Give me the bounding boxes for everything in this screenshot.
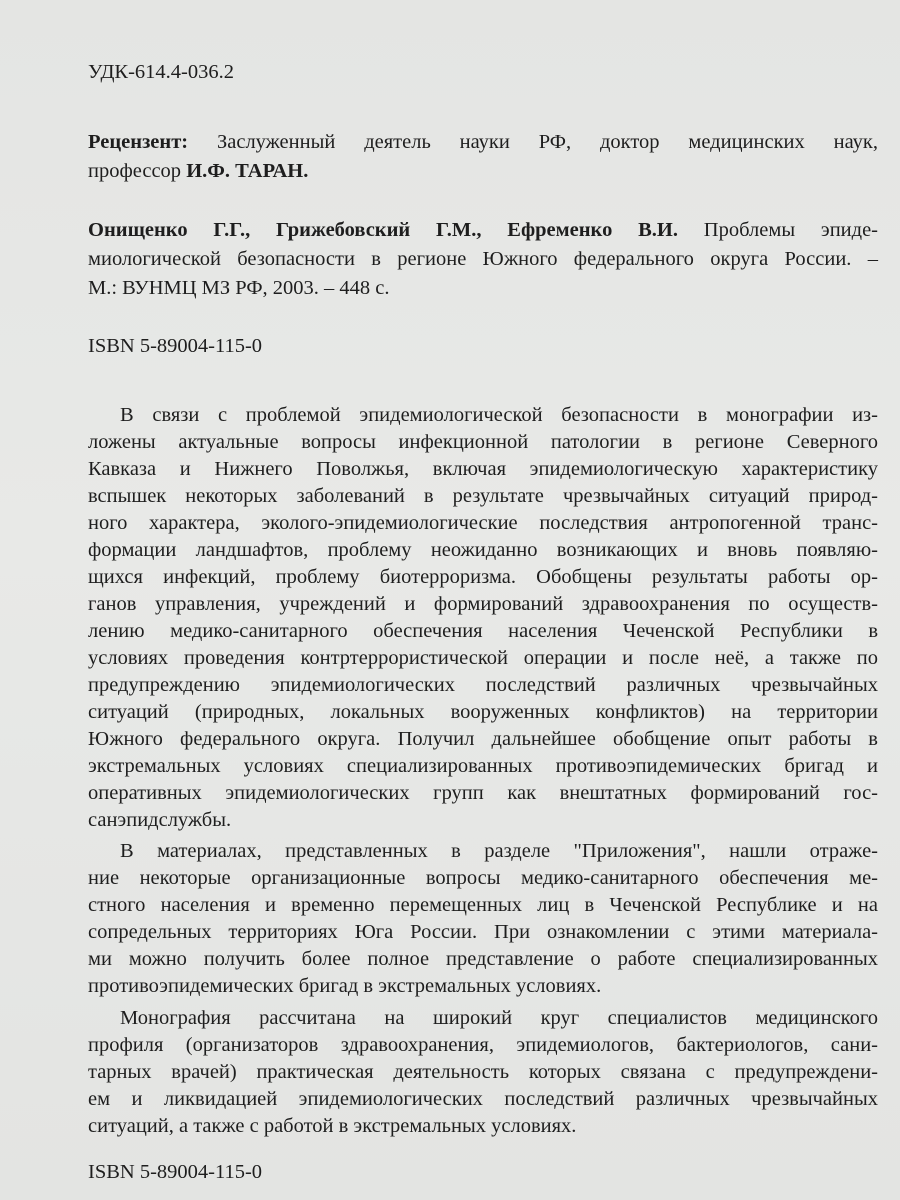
abstract-p1-line: вспышек некоторых заболеваний в результате чрезвычайных ситуаций природ- <box>88 485 878 507</box>
abstract-p1-line: В связи с проблемой эпидемиологической безопасности в монографии из- <box>120 404 878 426</box>
abstract-p1-line: ситуаций (природных, локальных вооруженных конфликтов) на территории <box>88 701 878 723</box>
abstract-p3-line: Монография рассчитана на широкий круг специалистов медицинского <box>120 1007 878 1029</box>
reviewer-name: И.Ф. ТАРАН. <box>186 160 309 182</box>
abstract-p1-line: санэпидслужбы. <box>88 809 232 831</box>
abstract-p2-line: В материалах, представленных в разделе "Приложения", нашли отраже- <box>120 840 878 862</box>
udk-code: УДК-614.4-036.2 <box>88 61 235 83</box>
abstract-p1-line: лению медико-санитарного обеспечения населения Чеченской Республики в <box>88 620 878 642</box>
abstract-p1-line: ложены актуальные вопросы инфекционной патологии в регионе Северного <box>88 431 878 453</box>
abstract-p3-line: ем и ликвидацией эпидемиологических последствий различных чрезвычайных <box>88 1088 878 1110</box>
abstract-p1-line: ного характера, эколого-эпидемиологические последствия антропогенной транс- <box>88 512 878 534</box>
abstract-p2-line: противоэпидемических бригад в экстремальных условиях. <box>88 975 602 997</box>
abstract-p1-line: щихся инфекций, проблему биотерроризма. Обобщены результаты работы ор- <box>88 566 878 588</box>
abstract-p1-line: Кавказа и Нижнего Поволжья, включая эпидемиологическую характеристику <box>88 458 878 480</box>
citation-authors: Онищенко Г.Г., Грижебовский Г.М., Ефременко В.И. <box>88 219 678 241</box>
abstract-p1-line: Южного федерального округа. Получил дальнейшее обобщение опыт работы в <box>88 728 878 750</box>
reviewer-label: Рецензент: <box>88 131 189 153</box>
abstract-p3-line: тарных врачей) практическая деятельность которых связана с предупреждени- <box>88 1061 878 1083</box>
reviewer-name-line <box>88 157 878 185</box>
abstract-p1-line: формации ландшафтов, проблему неожиданно возникающих и вновь появляю- <box>88 539 878 561</box>
citation-line-1 <box>88 216 878 244</box>
citation-line-3: М.: ВУНМЦ МЗ РФ, 2003. – 448 с. <box>88 277 390 299</box>
abstract-p1-line: ганов управления, учреждений и формирований здравоохранения по осуществ- <box>88 593 878 615</box>
abstract-p1-line: условиях проведения контртеррористической операции и после неё, а также по <box>88 647 878 669</box>
reviewer-text: Заслуженный деятель науки РФ, доктор медицинских наук, <box>188 131 878 153</box>
abstract-p3-line: ситуаций, а также с работой в экстремальных условиях. <box>88 1115 577 1137</box>
abstract-p2-line: ние некоторые организационные вопросы медико-санитарного обеспечения ме- <box>88 867 878 889</box>
citation-line-2: миологической безопасности в регионе Южного федерального округа России. – <box>88 248 878 270</box>
isbn-top: ISBN 5-89004-115-0 <box>88 335 263 357</box>
abstract-p1-line: оперативных эпидемиологических групп как внештатных формирований гос- <box>88 782 878 804</box>
abstract-p1-line: экстремальных условиях специализированных противоэпидемических бригад и <box>88 755 878 777</box>
abstract-p2-line: стного населения и временно перемещенных лиц в Чеченской Республике и на <box>88 894 878 916</box>
abstract-p2-line: сопредельных территориях Юга России. При ознакомлении с этими материала- <box>88 921 878 943</box>
abstract-p3-line: профиля (организаторов здравоохранения, эпидемиологов, бактериологов, сани- <box>88 1034 878 1056</box>
reviewer-prefix: профессор <box>88 160 187 182</box>
citation-title-start: Проблемы эпиде- <box>678 219 878 241</box>
reviewer-line <box>88 128 878 156</box>
isbn-bottom: ISBN 5-89004-115-0 <box>88 1161 263 1183</box>
abstract-p2-line: ми можно получить более полное представление о работе специализированных <box>88 948 878 970</box>
abstract-p1-line: предупреждению эпидемиологических последствий различных чрезвычайных <box>88 674 878 696</box>
